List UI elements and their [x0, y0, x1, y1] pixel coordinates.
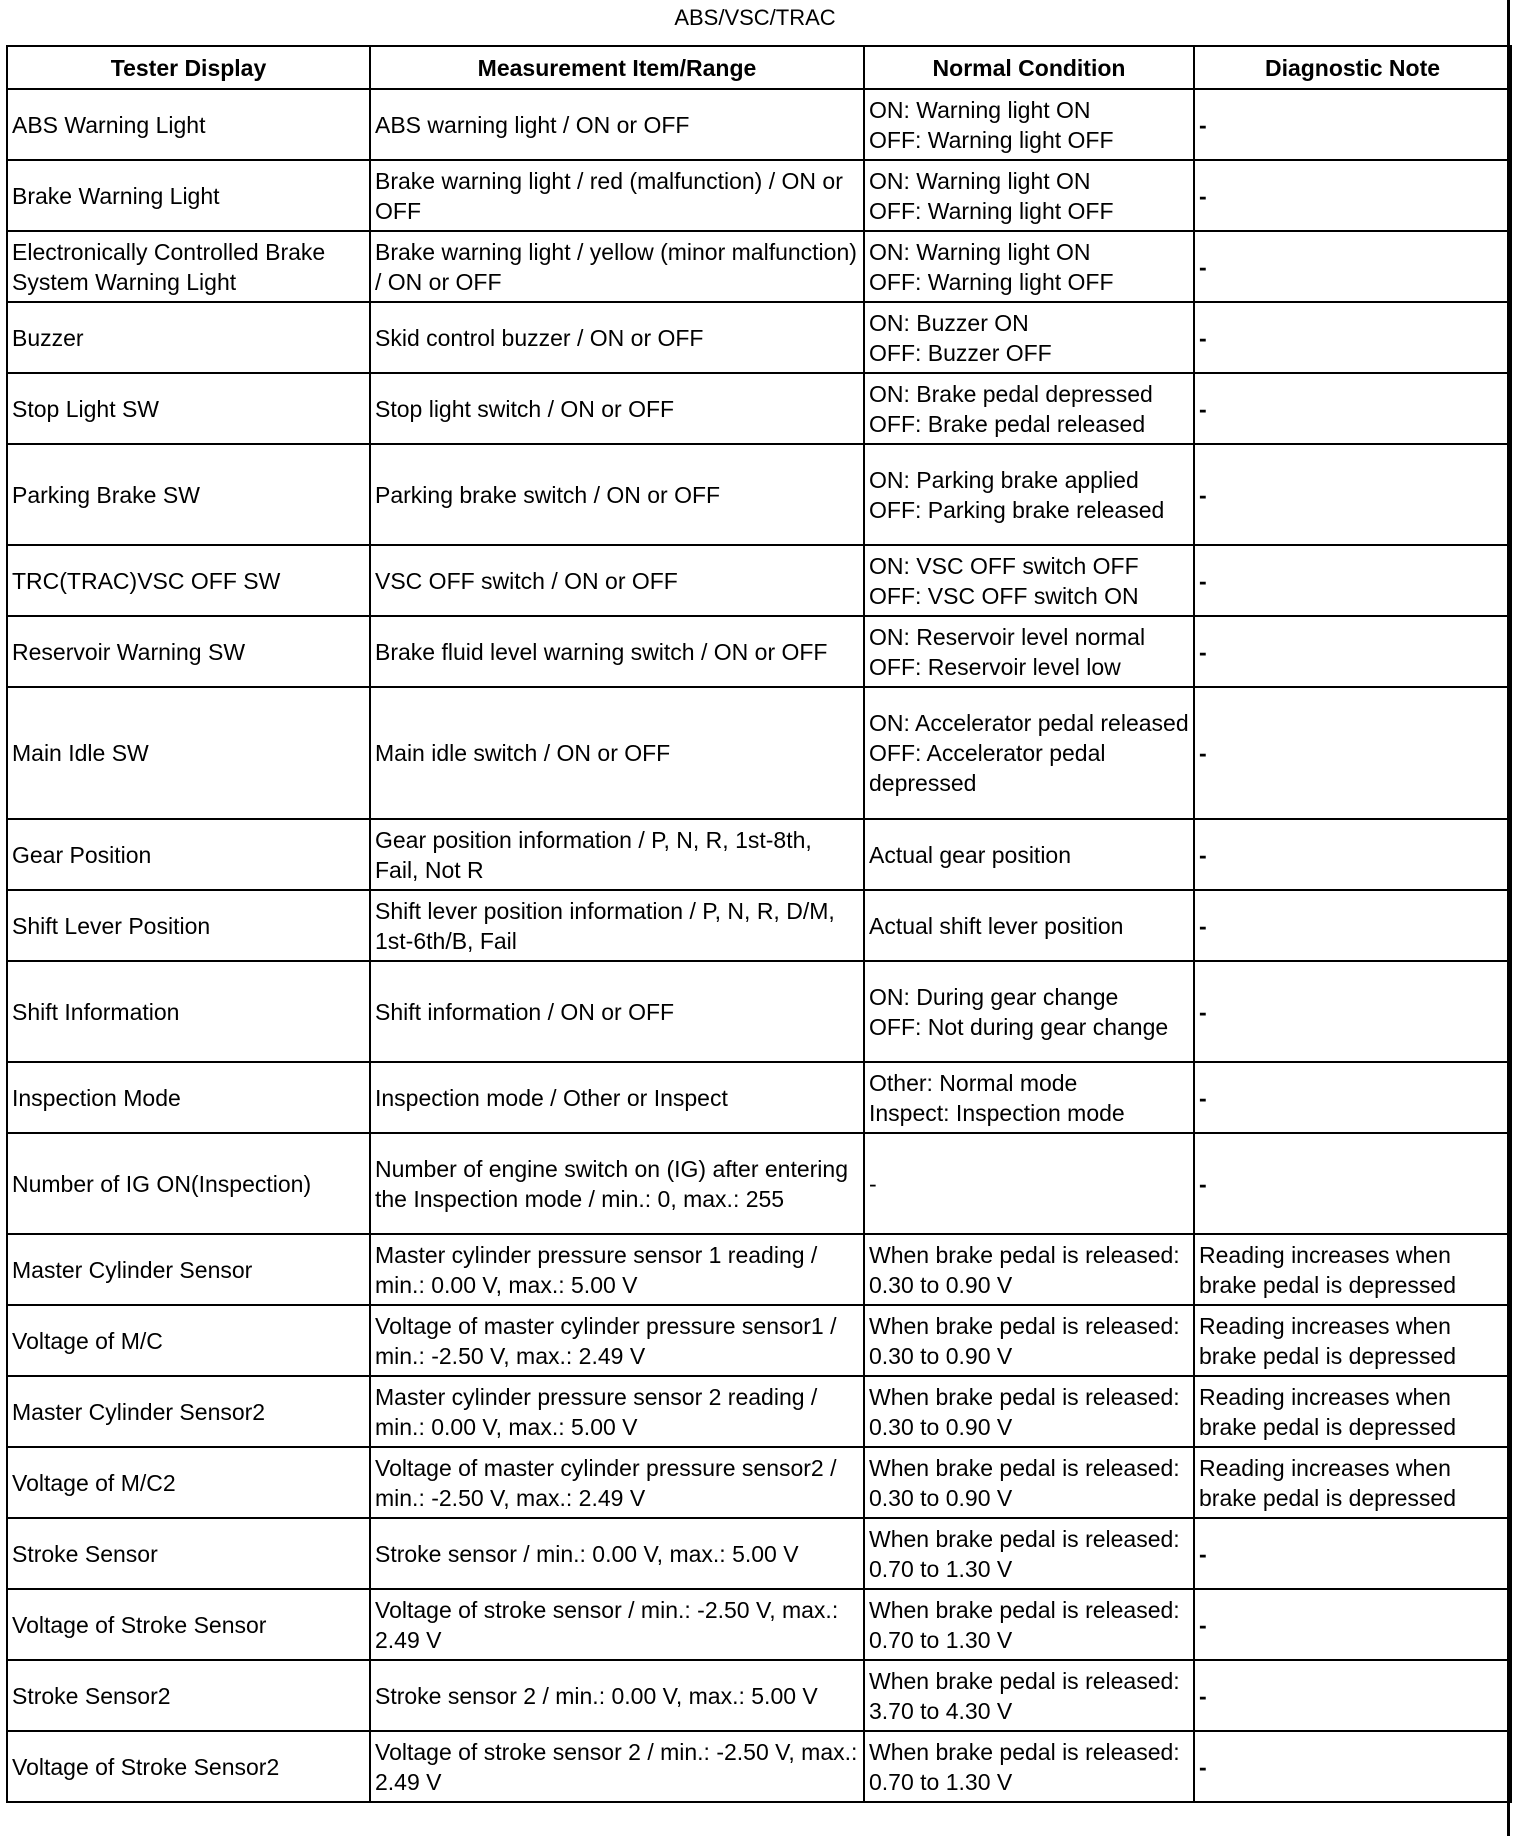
cell-measurement-item: Voltage of master cylinder pressure sensor2 / min.: -2.50 V, max.: 2.49 V: [370, 1447, 864, 1518]
cell-normal-condition: When brake pedal is released: 0.30 to 0.90 V: [864, 1234, 1194, 1305]
table-header-row: [7, 46, 1511, 89]
table-row: [7, 1062, 1511, 1133]
cell-diagnostic-note: -: [1194, 444, 1511, 545]
cell-diagnostic-note: -: [1194, 231, 1511, 302]
cell-measurement-item: Skid control buzzer / ON or OFF: [370, 302, 864, 373]
cell-tester-display: Buzzer: [7, 302, 370, 373]
cell-measurement-item: Shift information / ON or OFF: [370, 961, 864, 1062]
cell-tester-display: Voltage of Stroke Sensor: [7, 1589, 370, 1660]
cell-diagnostic-note: -: [1194, 545, 1511, 616]
cell-diagnostic-note: Reading increases when brake pedal is depressed: [1194, 1234, 1511, 1305]
cell-tester-display: Stop Light SW: [7, 373, 370, 444]
table-row: [7, 1731, 1511, 1802]
cell-measurement-item: Inspection mode / Other or Inspect: [370, 1062, 864, 1133]
cell-normal-condition: ON: Warning light ON OFF: Warning light OFF: [864, 160, 1194, 231]
cell-tester-display: Parking Brake SW: [7, 444, 370, 545]
cell-diagnostic-note: -: [1194, 302, 1511, 373]
table-row: [7, 1133, 1511, 1234]
cell-measurement-item: Voltage of stroke sensor 2 / min.: -2.50 V, max.: 2.49 V: [370, 1731, 864, 1802]
cell-normal-condition: Actual gear position: [864, 819, 1194, 890]
table-row: [7, 1234, 1511, 1305]
cell-diagnostic-note: -: [1194, 1518, 1511, 1589]
table-row: [7, 444, 1511, 545]
data-list-table: [6, 45, 1512, 1803]
cell-measurement-item: Voltage of stroke sensor / min.: -2.50 V, max.: 2.49 V: [370, 1589, 864, 1660]
cell-tester-display: Voltage of M/C: [7, 1305, 370, 1376]
cell-normal-condition: When brake pedal is released: 0.30 to 0.90 V: [864, 1376, 1194, 1447]
cell-tester-display: Master Cylinder Sensor2: [7, 1376, 370, 1447]
cell-normal-condition: Other: Normal mode Inspect: Inspection mode: [864, 1062, 1194, 1133]
table-row: [7, 373, 1511, 444]
cell-diagnostic-note: -: [1194, 160, 1511, 231]
cell-normal-condition: When brake pedal is released: 0.30 to 0.90 V: [864, 1305, 1194, 1376]
cell-tester-display: Reservoir Warning SW: [7, 616, 370, 687]
cell-diagnostic-note: -: [1194, 1660, 1511, 1731]
cell-measurement-item: Stroke sensor / min.: 0.00 V, max.: 5.00 V: [370, 1518, 864, 1589]
table-row: [7, 1447, 1511, 1518]
cell-normal-condition: ON: Buzzer ON OFF: Buzzer OFF: [864, 302, 1194, 373]
cell-normal-condition: ON: Brake pedal depressed OFF: Brake pedal released: [864, 373, 1194, 444]
cell-diagnostic-note: -: [1194, 616, 1511, 687]
cell-measurement-item: Brake warning light / red (malfunction) / ON or OFF: [370, 160, 864, 231]
cell-diagnostic-note: -: [1194, 373, 1511, 444]
table-row: [7, 1518, 1511, 1589]
cell-diagnostic-note: -: [1194, 1133, 1511, 1234]
cell-normal-condition: When brake pedal is released: 0.70 to 1.30 V: [864, 1731, 1194, 1802]
table-row: [7, 1376, 1511, 1447]
table-row: [7, 616, 1511, 687]
cell-diagnostic-note: -: [1194, 961, 1511, 1062]
cell-diagnostic-note: -: [1194, 1731, 1511, 1802]
cell-measurement-item: Number of engine switch on (IG) after entering the Inspection mode / min.: 0, max.: 255: [370, 1133, 864, 1234]
cell-measurement-item: Master cylinder pressure sensor 1 reading / min.: 0.00 V, max.: 5.00 V: [370, 1234, 864, 1305]
cell-diagnostic-note: -: [1194, 1062, 1511, 1133]
cell-normal-condition: When brake pedal is released: 0.70 to 1.30 V: [864, 1589, 1194, 1660]
header-measurement-item: Measurement Item/Range: [370, 46, 864, 89]
cell-normal-condition: When brake pedal is released: 0.30 to 0.90 V: [864, 1447, 1194, 1518]
cell-tester-display: Shift Lever Position: [7, 890, 370, 961]
cell-tester-display: Gear Position: [7, 819, 370, 890]
cell-normal-condition: ON: Parking brake applied OFF: Parking brake released: [864, 444, 1194, 545]
cell-measurement-item: Parking brake switch / ON or OFF: [370, 444, 864, 545]
cell-tester-display: Stroke Sensor: [7, 1518, 370, 1589]
cell-normal-condition: ON: Warning light ON OFF: Warning light OFF: [864, 231, 1194, 302]
cell-measurement-item: ABS warning light / ON or OFF: [370, 89, 864, 160]
table-row: [7, 1589, 1511, 1660]
page-title: ABS/VSC/TRAC: [674, 5, 836, 30]
cell-normal-condition: Actual shift lever position: [864, 890, 1194, 961]
cell-tester-display: ABS Warning Light: [7, 89, 370, 160]
cell-measurement-item: Brake warning light / yellow (minor malfunction) / ON or OFF: [370, 231, 864, 302]
cell-tester-display: Voltage of Stroke Sensor2: [7, 1731, 370, 1802]
cell-diagnostic-note: Reading increases when brake pedal is depressed: [1194, 1376, 1511, 1447]
header-normal-condition: Normal Condition: [864, 46, 1194, 89]
cell-normal-condition: ON: Reservoir level normal OFF: Reservoir level low: [864, 616, 1194, 687]
table-row: [7, 819, 1511, 890]
cell-tester-display: Number of IG ON(Inspection): [7, 1133, 370, 1234]
table-row: [7, 89, 1511, 160]
cell-tester-display: Voltage of M/C2: [7, 1447, 370, 1518]
cell-measurement-item: Gear position information / P, N, R, 1st-8th, Fail, Not R: [370, 819, 864, 890]
table-row: [7, 545, 1511, 616]
cell-diagnostic-note: -: [1194, 89, 1511, 160]
cell-diagnostic-note: -: [1194, 687, 1511, 819]
cell-measurement-item: Shift lever position information / P, N, R, D/M, 1st-6th/B, Fail: [370, 890, 864, 961]
cell-tester-display: Stroke Sensor2: [7, 1660, 370, 1731]
cell-normal-condition: When brake pedal is released: 0.70 to 1.30 V: [864, 1518, 1194, 1589]
cell-measurement-item: Stroke sensor 2 / min.: 0.00 V, max.: 5.00 V: [370, 1660, 864, 1731]
table-row: [7, 687, 1511, 819]
header-tester-display: Tester Display: [7, 46, 370, 89]
cell-measurement-item: Voltage of master cylinder pressure sensor1 / min.: -2.50 V, max.: 2.49 V: [370, 1305, 864, 1376]
table-row: [7, 1660, 1511, 1731]
cell-normal-condition: ON: During gear change OFF: Not during gear change: [864, 961, 1194, 1062]
cell-tester-display: Main Idle SW: [7, 687, 370, 819]
cell-diagnostic-note: Reading increases when brake pedal is depressed: [1194, 1305, 1511, 1376]
cell-normal-condition: -: [864, 1133, 1194, 1234]
cell-normal-condition: When brake pedal is released: 3.70 to 4.30 V: [864, 1660, 1194, 1731]
table-body: [7, 89, 1511, 1802]
cell-tester-display: Shift Information: [7, 961, 370, 1062]
table-row: [7, 302, 1511, 373]
cell-tester-display: Master Cylinder Sensor: [7, 1234, 370, 1305]
cell-measurement-item: Master cylinder pressure sensor 2 reading / min.: 0.00 V, max.: 5.00 V: [370, 1376, 864, 1447]
cell-normal-condition: ON: Warning light ON OFF: Warning light OFF: [864, 89, 1194, 160]
cell-tester-display: TRC(TRAC)VSC OFF SW: [7, 545, 370, 616]
cell-tester-display: Electronically Controlled Brake System Warning Light: [7, 231, 370, 302]
table-row: [7, 961, 1511, 1062]
header-diagnostic-note: Diagnostic Note: [1194, 46, 1511, 89]
table-row: [7, 890, 1511, 961]
cell-diagnostic-note: -: [1194, 1589, 1511, 1660]
cell-normal-condition: ON: Accelerator pedal released OFF: Accelerator pedal depressed: [864, 687, 1194, 819]
cell-diagnostic-note: Reading increases when brake pedal is depressed: [1194, 1447, 1511, 1518]
table-row: [7, 231, 1511, 302]
cell-tester-display: Brake Warning Light: [7, 160, 370, 231]
cell-tester-display: Inspection Mode: [7, 1062, 370, 1133]
cell-measurement-item: VSC OFF switch / ON or OFF: [370, 545, 864, 616]
cell-measurement-item: Main idle switch / ON or OFF: [370, 687, 864, 819]
cell-diagnostic-note: -: [1194, 890, 1511, 961]
table-row: [7, 160, 1511, 231]
cell-normal-condition: ON: VSC OFF switch OFF OFF: VSC OFF switch ON: [864, 545, 1194, 616]
cell-measurement-item: Brake fluid level warning switch / ON or OFF: [370, 616, 864, 687]
table-row: [7, 1305, 1511, 1376]
cell-measurement-item: Stop light switch / ON or OFF: [370, 373, 864, 444]
cell-diagnostic-note: -: [1194, 819, 1511, 890]
